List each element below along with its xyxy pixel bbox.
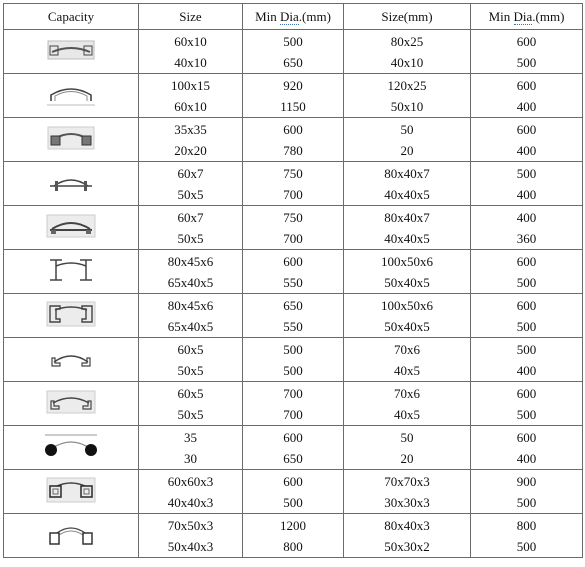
min-dia-2-cell (471, 382, 583, 426)
min-dia-2-cell (471, 162, 583, 206)
size-mm-value-1: 70x6 (394, 341, 420, 357)
min-dia-value-2: 700 (283, 406, 303, 422)
min-dia-2-value-1: 600 (516, 33, 537, 49)
size-mm-value-2: 40x40x5 (384, 230, 430, 246)
capacity-cell (4, 118, 139, 162)
table-row (4, 206, 583, 250)
min-dia-2-value-2: 400 (516, 186, 537, 202)
size-value-1: 80x45x6 (167, 253, 214, 269)
size-value-2: 50x40x3 (167, 538, 214, 554)
angle-inverted-profile-icon (4, 389, 138, 419)
size-mm-value-1: 50 (400, 429, 414, 445)
min-dia-2-value-2: 500 (516, 274, 537, 290)
size-mm-value-2: 40x5 (394, 362, 420, 378)
size-cell (139, 30, 243, 74)
size-mm-value-2: 40x10 (390, 54, 424, 70)
min-dia-value-2: 500 (283, 362, 303, 378)
min-dia-value-1: 500 (283, 33, 303, 49)
bending-capacity-table (3, 3, 583, 558)
min-dia-value-2: 550 (283, 318, 303, 334)
h-beam-flange-profile-icon (4, 300, 138, 332)
size-cell (139, 338, 243, 382)
capacity-cell (4, 338, 139, 382)
table-row (4, 250, 583, 294)
rectangular-tube-profile-icon (4, 38, 138, 66)
min-dia-value-2: 550 (283, 274, 303, 290)
size-mm-value-1: 50 (400, 121, 414, 137)
min-dia-value-1: 600 (283, 253, 303, 269)
size-mm-value-1: 100x50x6 (381, 253, 433, 269)
size-mm-value-2: 50x40x5 (384, 318, 430, 334)
min-dia-2-cell (471, 294, 583, 338)
min-dia-cell (243, 514, 344, 558)
min-dia-2-value-1: 600 (516, 297, 537, 313)
size-mm-value-1: 80x40x7 (384, 209, 430, 225)
table-row (4, 514, 583, 558)
min-dia-value-2: 780 (283, 142, 303, 158)
min-dia-2-cell (471, 118, 583, 162)
h-beam-profile-icon (4, 256, 138, 288)
min-dia-value-1: 1200 (280, 517, 306, 533)
min-dia-value-1: 500 (283, 341, 303, 357)
size-cell (139, 250, 243, 294)
min-dia-2-value-1: 600 (516, 429, 537, 445)
size-value-1: 35 (184, 429, 197, 445)
size-value-2: 20x20 (174, 142, 207, 158)
header-min-dia-1-pre: Min (255, 8, 280, 24)
min-dia-value-1: 600 (283, 429, 303, 445)
capacity-cell (4, 426, 139, 470)
min-dia-2-value-2: 500 (516, 54, 537, 70)
table-row (4, 338, 583, 382)
min-dia-2-value-2: 400 (516, 450, 537, 466)
size-mm-value-1: 80x40x3 (384, 517, 430, 533)
min-dia-2-cell (471, 514, 583, 558)
capacity-cell (4, 74, 139, 118)
header-min-dia-1 (243, 4, 344, 30)
min-dia-2-value-1: 400 (516, 209, 537, 225)
size-mm-cell (344, 206, 471, 250)
size-value-1: 100x15 (171, 77, 210, 93)
table-row (4, 162, 583, 206)
min-dia-2-value-1: 600 (516, 77, 537, 93)
min-dia-value-1: 750 (283, 209, 303, 225)
size-value-2: 30 (184, 450, 197, 466)
capacity-cell (4, 514, 139, 558)
size-cell (139, 162, 243, 206)
min-dia-2-value-2: 360 (516, 230, 537, 246)
size-value-1: 80x45x6 (167, 297, 214, 313)
min-dia-cell (243, 338, 344, 382)
size-value-1: 60x10 (174, 33, 207, 49)
min-dia-value-2: 650 (283, 54, 303, 70)
size-mm-cell (344, 382, 471, 426)
size-value-2: 65x40x5 (167, 318, 214, 334)
min-dia-2-cell (471, 426, 583, 470)
size-mm-cell (344, 162, 471, 206)
min-dia-cell (243, 250, 344, 294)
min-dia-value-2: 800 (283, 538, 303, 554)
min-dia-2-cell (471, 206, 583, 250)
min-dia-2-cell (471, 74, 583, 118)
min-dia-value-1: 750 (283, 165, 303, 181)
size-mm-cell (344, 294, 471, 338)
min-dia-2-value-2: 400 (516, 98, 537, 114)
capacity-cell (4, 162, 139, 206)
header-min-dia-1-post: .(mm) (298, 8, 331, 24)
table-row (4, 294, 583, 338)
angle-profile-icon (4, 346, 138, 374)
size-value-1: 60x7 (177, 209, 204, 225)
table-row (4, 74, 583, 118)
table-row (4, 30, 583, 74)
min-dia-2-value-2: 500 (516, 406, 537, 422)
header-row (4, 4, 583, 30)
header-min-dia-2 (471, 4, 583, 30)
tee-section-profile-icon (4, 170, 138, 198)
size-mm-value-1: 70x6 (394, 385, 420, 401)
min-dia-2-value-1: 600 (516, 385, 537, 401)
header-min-dia-2-dia: Dia (513, 8, 533, 24)
min-dia-2-value-1: 800 (516, 517, 537, 533)
min-dia-cell (243, 426, 344, 470)
min-dia-cell (243, 74, 344, 118)
min-dia-2-cell (471, 470, 583, 514)
size-mm-cell (344, 514, 471, 558)
header-size: Size (139, 4, 243, 30)
header-capacity: Capacity (4, 4, 139, 30)
min-dia-2-cell (471, 250, 583, 294)
min-dia-value-2: 1150 (280, 98, 306, 114)
min-dia-value-2: 500 (283, 494, 303, 510)
min-dia-2-value-2: 500 (516, 494, 537, 510)
size-cell (139, 470, 243, 514)
size-value-2: 65x40x5 (167, 274, 214, 290)
table-row (4, 382, 583, 426)
capacity-cell (4, 470, 139, 514)
size-cell (139, 514, 243, 558)
min-dia-2-value-1: 600 (516, 121, 537, 137)
min-dia-2-value-1: 900 (516, 473, 537, 489)
size-mm-cell (344, 30, 471, 74)
capacity-cell (4, 250, 139, 294)
min-dia-2-value-1: 500 (516, 341, 537, 357)
min-dia-2-value-2: 500 (516, 318, 537, 334)
min-dia-2-value-2: 400 (516, 362, 537, 378)
size-value-1: 60x5 (177, 385, 204, 401)
size-mm-cell (344, 338, 471, 382)
size-mm-value-2: 20 (400, 450, 414, 466)
header-min-dia-2-pre: Min (488, 8, 514, 24)
flat-bar-bent-profile-icon (4, 81, 138, 111)
min-dia-2-value-1: 500 (516, 165, 537, 181)
size-mm-value-1: 120x25 (387, 77, 427, 93)
min-dia-2-value-2: 500 (516, 538, 537, 554)
size-cell (139, 426, 243, 470)
size-mm-cell (344, 250, 471, 294)
header-min-dia-2-post: .(mm) (532, 8, 565, 24)
min-dia-value-2: 700 (283, 186, 303, 202)
min-dia-2-cell (471, 338, 583, 382)
min-dia-cell (243, 206, 344, 250)
min-dia-2-value-1: 600 (516, 253, 537, 269)
min-dia-value-2: 700 (283, 230, 303, 246)
size-mm-value-2: 40x40x5 (384, 186, 430, 202)
size-mm-value-2: 50x30x2 (384, 538, 430, 554)
size-mm-cell (344, 426, 471, 470)
min-dia-cell (243, 294, 344, 338)
size-mm-value-1: 80x40x7 (384, 165, 430, 181)
header-size-mm: Size(mm) (344, 4, 471, 30)
size-cell (139, 118, 243, 162)
min-dia-2-cell (471, 30, 583, 74)
size-cell (139, 294, 243, 338)
size-value-1: 70x50x3 (167, 517, 214, 533)
square-tube-profile-icon (4, 476, 138, 508)
size-mm-cell (344, 470, 471, 514)
header-min-dia-1-dia: Dia (280, 8, 299, 24)
size-mm-cell (344, 118, 471, 162)
bending-capacity-table-wrapper (3, 3, 583, 558)
size-value-2: 60x10 (174, 98, 207, 114)
capacity-cell (4, 206, 139, 250)
size-value-2: 50x5 (177, 362, 204, 378)
min-dia-value-1: 600 (283, 473, 303, 489)
rect-tube-bent-profile-icon (4, 521, 138, 551)
min-dia-value-1: 600 (283, 121, 303, 137)
size-mm-value-1: 70x70x3 (384, 473, 430, 489)
size-cell (139, 206, 243, 250)
capacity-cell (4, 294, 139, 338)
size-value-2: 40x40x3 (167, 494, 214, 510)
size-mm-value-1: 80x25 (390, 33, 424, 49)
size-cell (139, 382, 243, 426)
table-row (4, 118, 583, 162)
min-dia-cell (243, 382, 344, 426)
size-cell (139, 74, 243, 118)
capacity-cell (4, 382, 139, 426)
size-value-2: 50x5 (177, 186, 204, 202)
size-mm-value-1: 100x50x6 (381, 297, 433, 313)
table-row (4, 470, 583, 514)
size-mm-cell (344, 74, 471, 118)
min-dia-value-1: 650 (283, 297, 303, 313)
size-value-2: 50x5 (177, 230, 204, 246)
size-value-1: 60x5 (177, 341, 204, 357)
table-row (4, 426, 583, 470)
size-mm-value-2: 40x5 (394, 406, 420, 422)
capacity-cell (4, 30, 139, 74)
size-value-2: 50x5 (177, 406, 204, 422)
size-mm-value-2: 30x30x3 (384, 494, 430, 510)
square-bar-profile-icon (4, 125, 138, 155)
tee-section-inverted-profile-icon (4, 213, 138, 243)
round-bar-profile-icon (4, 433, 138, 463)
size-mm-value-2: 50x40x5 (384, 274, 430, 290)
min-dia-value-2: 650 (283, 450, 303, 466)
size-value-1: 35x35 (174, 121, 207, 137)
size-value-1: 60x60x3 (167, 473, 214, 489)
min-dia-cell (243, 162, 344, 206)
min-dia-value-1: 920 (283, 77, 303, 93)
min-dia-cell (243, 470, 344, 514)
min-dia-cell (243, 118, 344, 162)
size-value-1: 60x7 (177, 165, 204, 181)
size-value-2: 40x10 (174, 54, 207, 70)
size-mm-value-2: 20 (400, 142, 414, 158)
min-dia-cell (243, 30, 344, 74)
min-dia-2-value-2: 400 (516, 142, 537, 158)
min-dia-value-1: 700 (283, 385, 303, 401)
size-mm-value-2: 50x10 (390, 98, 424, 114)
